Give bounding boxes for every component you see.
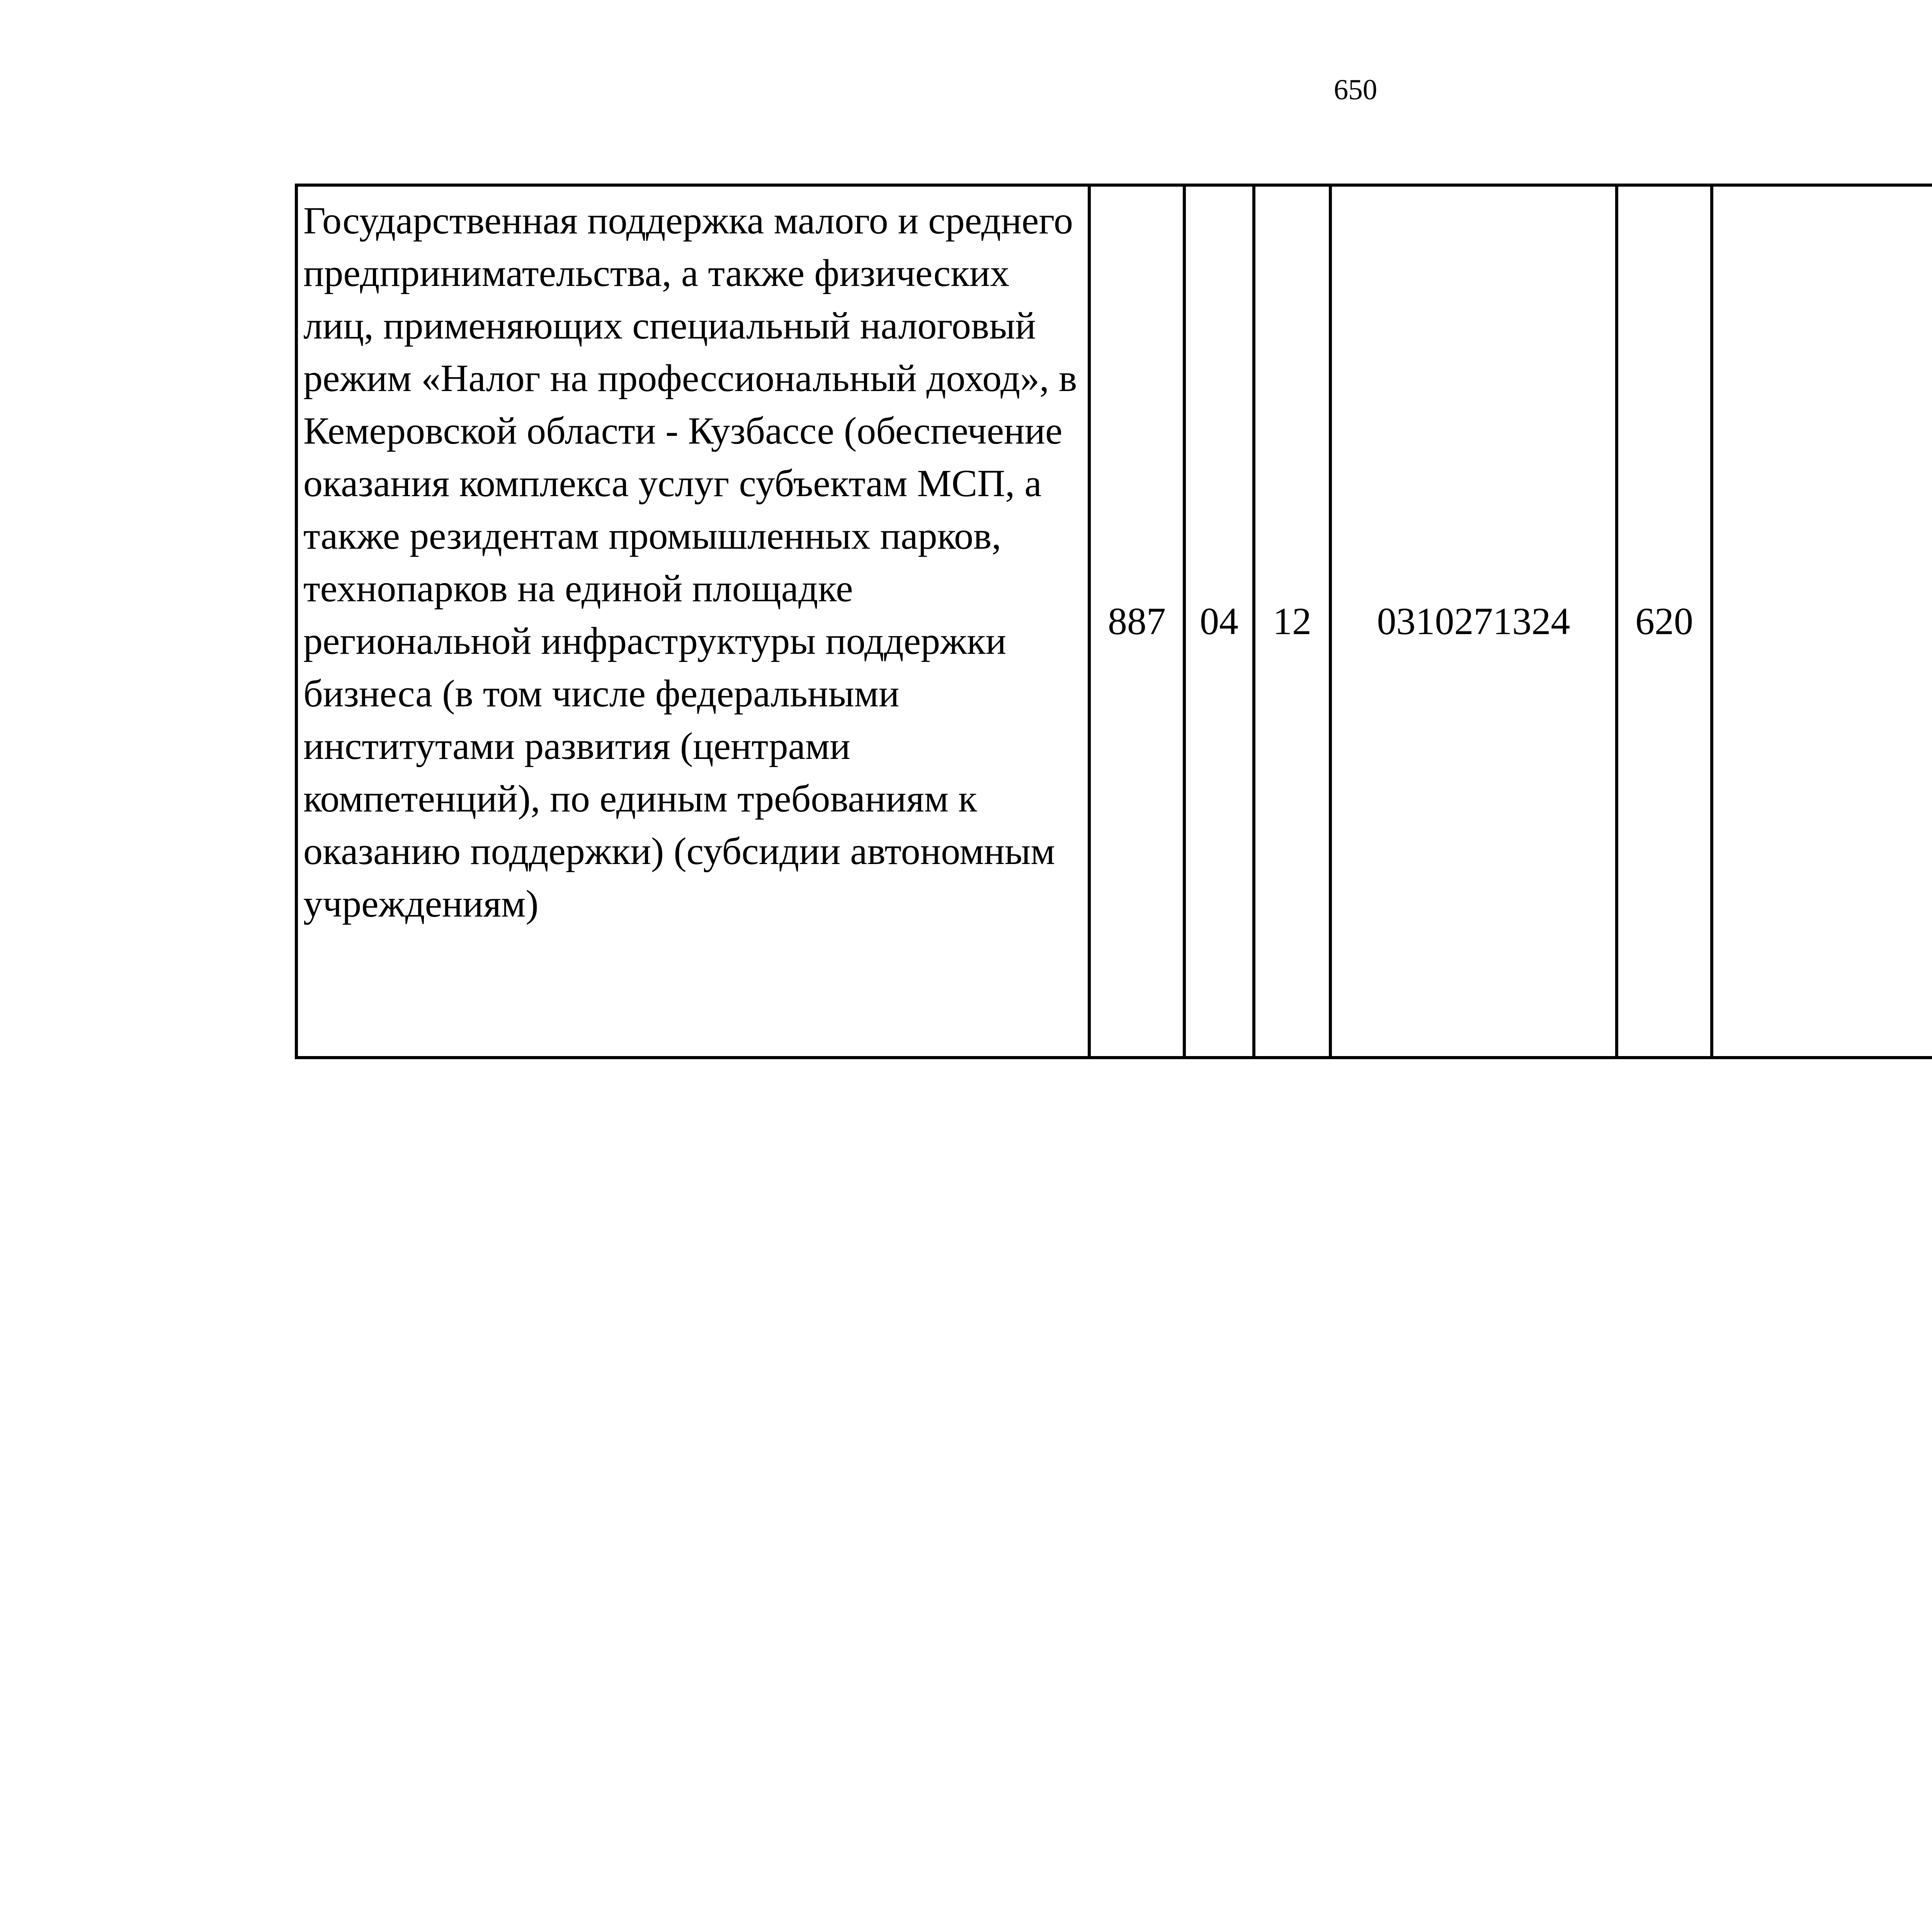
- cell-subsection-code: 12: [1254, 185, 1330, 1058]
- cell-expense-type: 620: [1617, 185, 1712, 1058]
- budget-table: [295, 184, 1932, 1059]
- cell-target-article: 0310271324: [1330, 185, 1617, 1058]
- page-number: 650: [1333, 74, 1378, 106]
- cell-ministry-code: 887: [1089, 185, 1184, 1058]
- table-row: [296, 185, 1932, 1058]
- cell-description: Государственная поддержка малого и среднего предпринимательства, а также физических лиц, применяющих специальный налоговый режим «Налог на профессиональный доход», в Кемеровской области - Кузбассе (обеспечение оказания комплекса услуг субъектам МСП, а также резидентам промышленных парков, технопарков на единой площадке региональной инфраструктуры поддержки бизнеса (в том числе федеральными институтами развития (центрами компетенций), по единым требованиям к оказанию поддержки) (субсидии автономным учреждениям): [296, 185, 1089, 1058]
- cell-amount-1: [1712, 185, 1932, 1058]
- cell-section-code: 04: [1184, 185, 1254, 1058]
